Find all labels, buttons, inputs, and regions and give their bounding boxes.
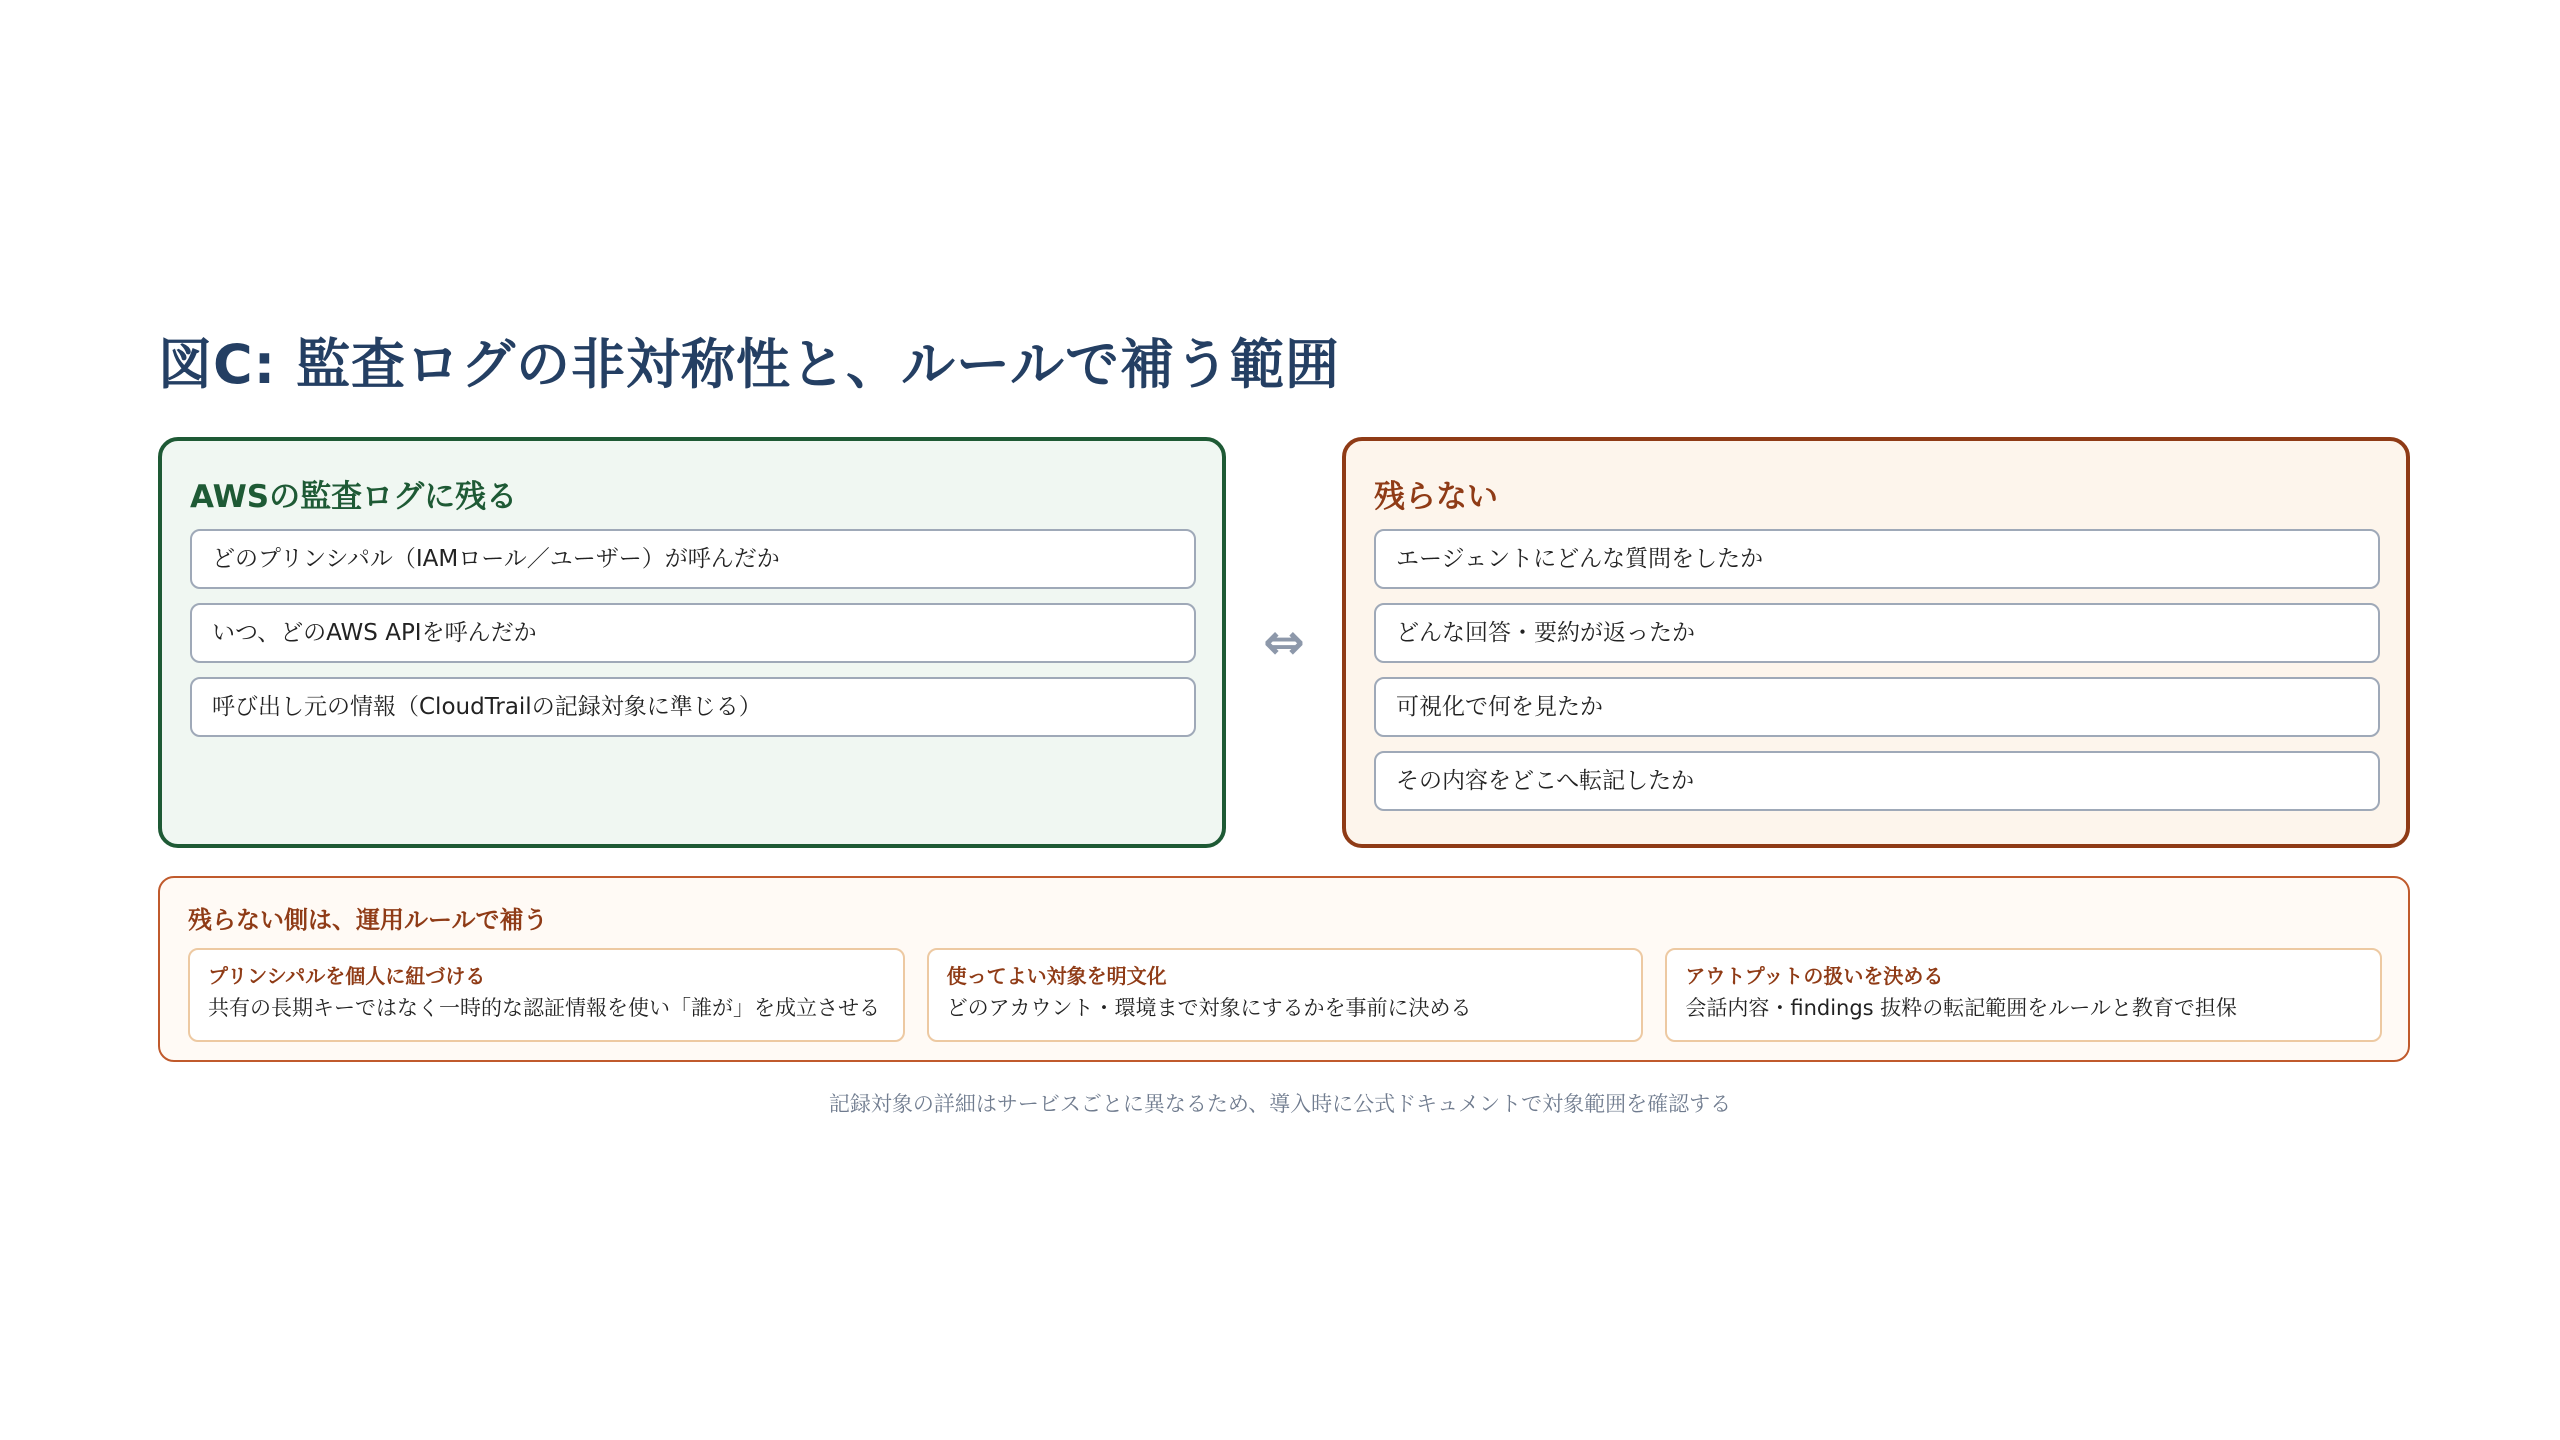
rules-panel <box>158 876 2410 1062</box>
logged-panel-heading: AWSの監査ログに残る <box>190 479 518 515</box>
rule-title: アウトプットの扱いを決める <box>1685 964 1944 988</box>
logged-item: どのプリンシパル（IAMロール／ユーザー）が呼んだか <box>190 529 1196 589</box>
not-logged-items-list <box>1374 529 2380 825</box>
logged-item: いつ、どのAWS APIを呼んだか <box>190 603 1196 663</box>
logged-item: 呼び出し元の情報（CloudTrailの記録対象に準じる） <box>190 677 1196 737</box>
rule-title: 使ってよい対象を明文化 <box>946 964 1167 988</box>
rule-description: 会話内容・findings 抜粋の転記範囲をルールと教育で担保 <box>1685 996 2237 1020</box>
logged-panel <box>158 437 1226 848</box>
logged-items-list <box>190 529 1196 751</box>
rules-row <box>188 948 2382 1042</box>
rule-card <box>188 948 905 1042</box>
footnote: 記録対象の詳細はサービスごとに異なるため、導入時に公式ドキュメントで対象範囲を確認する <box>828 1092 1732 1116</box>
figure-title: 図C: 監査ログの非対称性と、ルールで補う範囲 <box>158 333 1340 396</box>
rule-title: プリンシパルを個人に紐づける <box>208 964 486 988</box>
double-arrow-icon: ⇔ <box>1263 613 1305 671</box>
not-logged-item: その内容をどこへ転記したか <box>1374 751 2380 811</box>
rule-card <box>927 948 1644 1042</box>
rule-card <box>1665 948 2382 1042</box>
not-logged-panel-heading: 残らない <box>1374 479 1498 515</box>
rule-description: 共有の長期キーではなく一時的な認証情報を使い「誰が」を成立させる <box>208 996 880 1020</box>
not-logged-item: 可視化で何を見たか <box>1374 677 2380 737</box>
rule-description: どのアカウント・環境まで対象にするかを事前に決める <box>946 996 1472 1020</box>
rules-heading: 残らない側は、運用ルールで補う <box>188 906 548 934</box>
not-logged-panel <box>1342 437 2410 848</box>
not-logged-item: どんな回答・要約が返ったか <box>1374 603 2380 663</box>
not-logged-item: エージェントにどんな質問をしたか <box>1374 529 2380 589</box>
